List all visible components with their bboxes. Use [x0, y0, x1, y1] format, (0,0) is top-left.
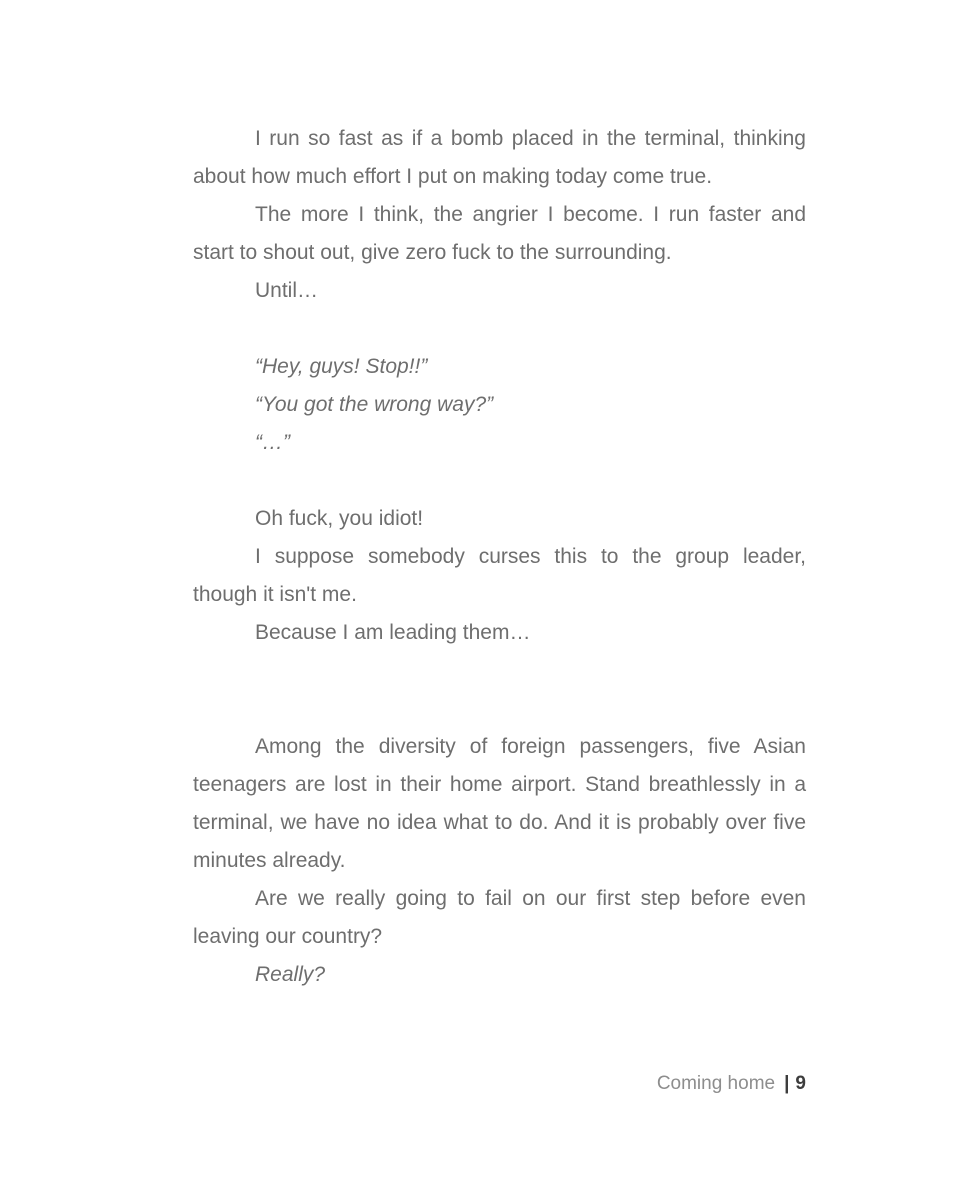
footer-separator: |: [784, 1073, 790, 1094]
page-footer: [193, 1070, 806, 1098]
paragraph: I run so fast as if a bomb placed in the terminal, thinking about how much effort I put on making today come true.: [193, 127, 806, 188]
paragraph: The more I think, the angrier I become. I run faster and start to shout out, give zero fuck to the surrounding.: [193, 203, 806, 264]
page-number: 9: [795, 1073, 806, 1094]
paragraph: Because I am leading them…: [255, 621, 531, 644]
paragraph: Are we really going to fail on our first step before even leaving our country?: [193, 887, 806, 948]
dialogue-line: “Hey, guys! Stop!!”: [255, 355, 428, 378]
chapter-title: Coming home: [656, 1073, 776, 1094]
paragraph: Until…: [255, 279, 319, 302]
page-text: [193, 120, 806, 994]
dialogue-line: “You got the wrong way?”: [255, 393, 494, 416]
paragraph: Oh fuck, you idiot!: [255, 507, 424, 530]
paragraph: Among the diversity of foreign passengers, five Asian teenagers are lost in their home airport. Stand breathlessly in a terminal, we have no idea what to do. And it is probably over five minutes already.: [193, 735, 806, 872]
dialogue-line: “…”: [255, 431, 290, 454]
paragraph: Really?: [255, 963, 326, 986]
paragraph: I suppose somebody curses this to the group leader, though it isn't me.: [193, 545, 806, 606]
